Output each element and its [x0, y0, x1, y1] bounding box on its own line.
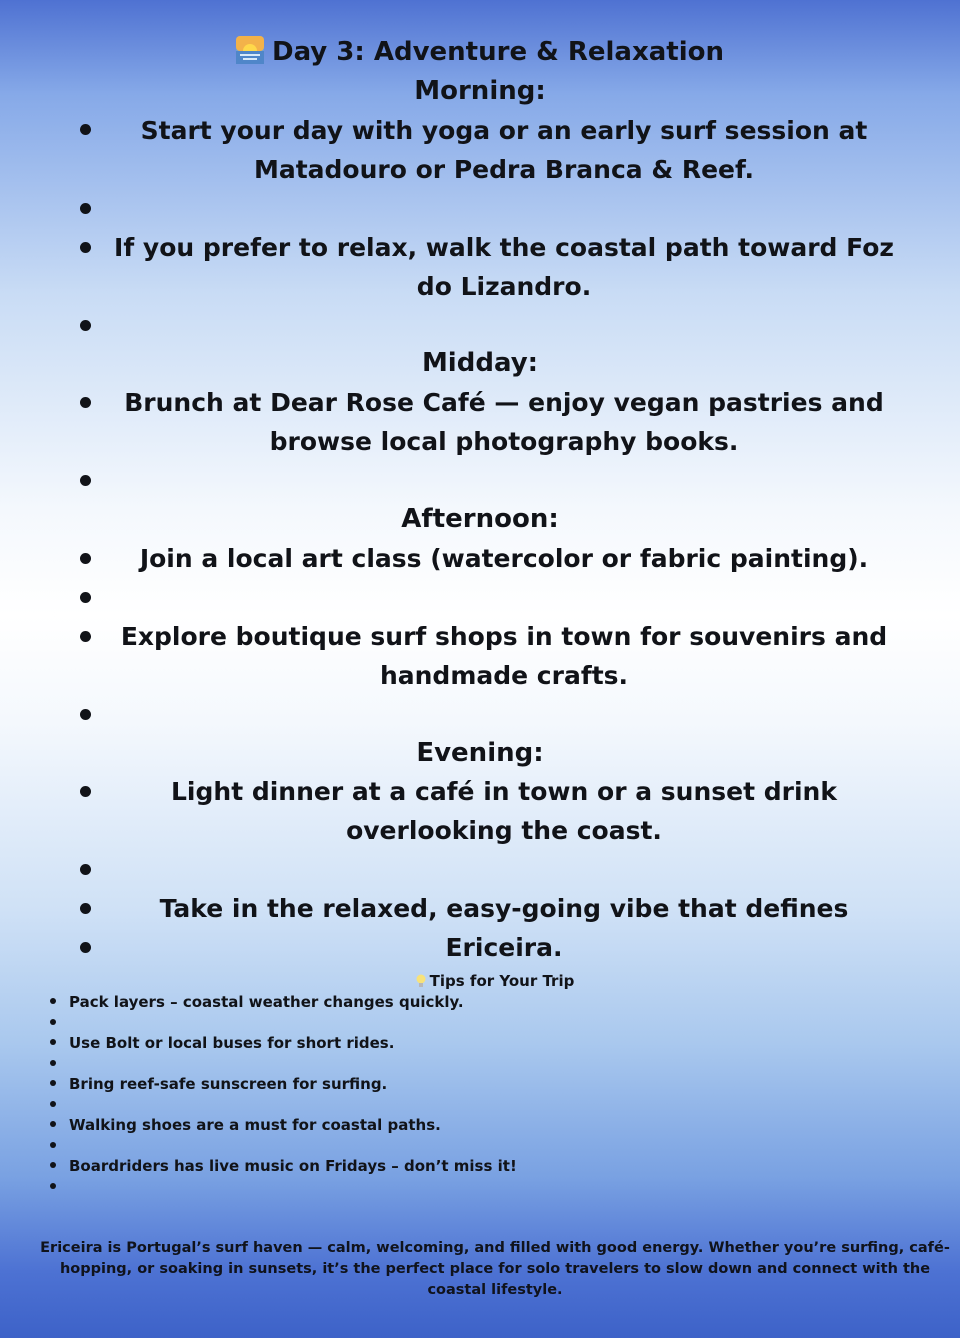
bullet [80, 709, 91, 720]
bullet [80, 553, 91, 564]
bullet [80, 320, 91, 331]
tip-bullet [50, 1101, 56, 1107]
tip-bullet [50, 1019, 56, 1025]
tip-bullet [50, 1142, 56, 1148]
bullet [80, 124, 91, 135]
tips-title [0, 971, 960, 991]
tip-item: Pack layers – coastal weather changes quickly. [69, 993, 464, 1011]
tip-item: Bring reef-safe sunscreen for surfing. [69, 1075, 388, 1093]
afternoon-item: Explore boutique surf shops in town for souvenirs and handmade crafts. [120, 622, 888, 690]
morning-item: If you prefer to relax, walk the coastal path toward Foz do Lizandro. [114, 233, 894, 301]
tip-bullet [50, 1060, 56, 1066]
afternoon-item: Join a local art class (watercolor or fabric painting). [139, 544, 869, 573]
bullet [80, 475, 91, 486]
midday-heading: Midday: [421, 348, 539, 378]
tip-item: Walking shoes are a must for coastal paths. [69, 1116, 441, 1134]
bullet [80, 203, 91, 214]
bullet [80, 631, 91, 642]
evening-item: Light dinner at a café in town or a sunset drink overlooking the coast. [171, 777, 837, 845]
lightbulb-icon [416, 974, 426, 988]
tip-bullet [50, 1039, 56, 1045]
evening-item: Take in the relaxed, easy-going vibe that defines Ericeira. [159, 894, 849, 962]
morning-item: Start your day with yoga or an early surf session at Matadouro or Pedra Branca & Reef. [140, 116, 868, 184]
tip-bullet [50, 1080, 56, 1086]
midday-item: Brunch at Dear Rose Café — enjoy vegan pastries and browse local photography books. [124, 388, 884, 456]
footer-text: Ericeira is Portugal’s surf haven — calm, welcoming, and filled with good energy. Whether you’re surfing, café-hopping, or soaking in sunsets, it’s the perfect place for solo travelers to slow down and connect with the coastal lifestyle. [40, 1240, 950, 1298]
page-title [0, 36, 960, 68]
tip-bullet [50, 1162, 56, 1168]
bullet [80, 942, 91, 953]
morning-heading: Morning: [414, 76, 546, 106]
tip-item: Use Bolt or local buses for short rides. [69, 1034, 395, 1052]
tips-title-text: Tips for Your Trip [429, 972, 575, 990]
bullet [80, 242, 91, 253]
bullet [80, 397, 91, 408]
tip-bullet [50, 1121, 56, 1127]
bullet [80, 592, 91, 603]
tip-bullet [50, 998, 56, 1004]
bullet [80, 786, 91, 797]
sunrise-icon [236, 36, 264, 64]
tip-bullet [50, 1183, 56, 1189]
afternoon-heading: Afternoon: [401, 504, 559, 534]
tip-item: Boardriders has live music on Fridays – don’t miss it! [69, 1157, 517, 1175]
bullet [80, 864, 91, 875]
evening-heading: Evening: [416, 738, 544, 768]
bullet [80, 903, 91, 914]
title-text: Day 3: Adventure & Relaxation [271, 37, 724, 67]
